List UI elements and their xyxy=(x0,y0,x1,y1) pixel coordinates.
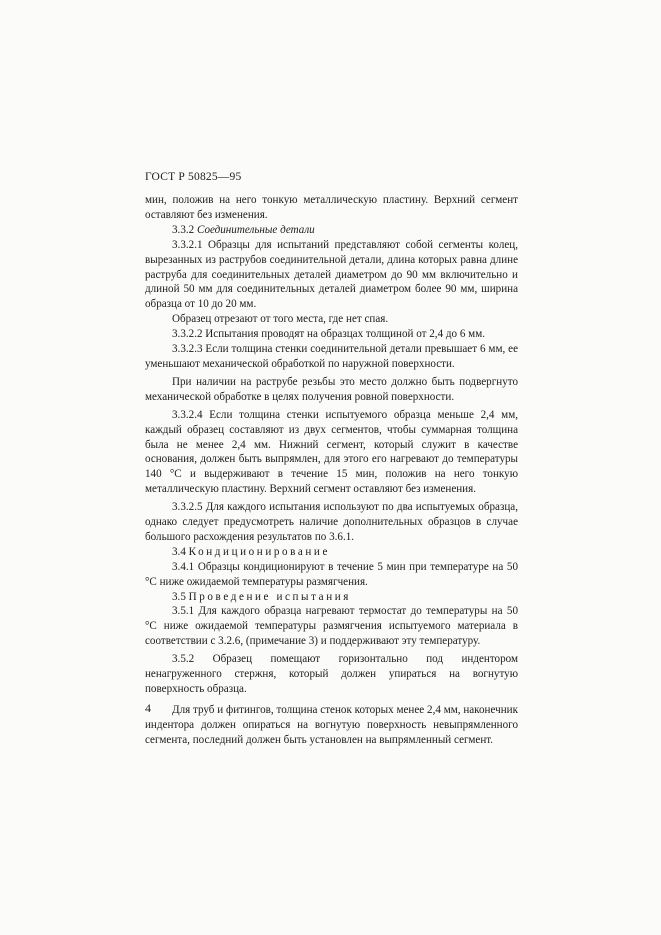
paragraph: Образец отрезают от того места, где нет спая. xyxy=(172,313,389,326)
document-body xyxy=(145,193,518,748)
paragraph: мин, положив на него тонкую металлическую пластину. Верхний сегмент оставляют без изменения. xyxy=(145,194,518,221)
section-title: Кондиционирование xyxy=(188,545,330,558)
paragraph: 3.3.2.1 Образцы для испытаний представляют собой сегменты колец, вырезанных из раструбов соединительной детали, длина которых равна длине раструба для соединительных деталей диаметром до 90 мм включительно и длиной 50 мм для соединительных деталей диаметром более 90 мм, ширина образца от 10 до 20 мм. xyxy=(145,238,518,311)
paragraph: 3.3.2.3 Если толщина стенки соединительной детали превышает 6 мм, ее уменьшают механической обработкой по наружной поверхности. xyxy=(145,343,518,370)
paragraph: 3.3.2.5 Для каждого испытания используют по два испытуемых образца, однако следует предусмотреть наличие дополнительных образцов в случае большого расхождения результатов по 3.6.1. xyxy=(145,501,518,543)
section-title: Проведение испытания xyxy=(188,590,351,603)
paragraph: 3.3.2.2 Испытания проводят на образцах толщиной от 2,4 до 6 мм. xyxy=(172,328,485,341)
section-heading xyxy=(145,223,518,238)
section-heading xyxy=(145,590,518,605)
paragraph: 3.4.1 Образцы кондиционируют в течение 5 мин при температуре на 50 °С ниже ожидаемой температуры размягчения. xyxy=(145,560,518,588)
section-number: 3.4 xyxy=(172,545,186,558)
section-title: Соединительные детали xyxy=(196,223,315,236)
page-number: 4 xyxy=(145,701,151,715)
section-number: 3.5 xyxy=(172,590,186,603)
paragraph: 3.3.2.4 Если толщина стенки испытуемого образца меньше 2,4 мм, каждый образец составляют из двух сегментов, чтобы суммарная толщина была не менее 2,4 мм. Нижний сегмент, который служит в качестве основания, должен быть выпрямлен, для этого его нагревают до температуры 140 °С и выдерживают в течение 15 мин, положив на него тонкую металлическую пластину. Верхний сегмент оставляют без изменения. xyxy=(145,408,518,496)
paragraph: 3.5.2 Образец помещают горизонтально под индентором ненагруженного стержня, который должен упираться на вогнутую поверхность образца. xyxy=(145,653,518,695)
paragraph: Для труб и фитингов, толщина стенок которых менее 2,4 мм, наконечник индентора должен опираться на вогнутую поверхность невыпрямленного сегмента, последний должен быть установлен на выпрямленный сегмент. xyxy=(145,703,518,746)
section-number: 3.3.2 xyxy=(172,223,195,236)
paragraph: При наличии на раструбе резьбы это место должно быть подвергнуто механической обработке в целях получения ровной поверхности. xyxy=(145,375,518,403)
section-heading xyxy=(145,545,518,560)
document-header: ГОСТ Р 50825—95 xyxy=(145,171,242,183)
paragraph: 3.5.1 Для каждого образца нагревают термостат до температуры на 50 °С ниже ожидаемой температуры размягчения испытуемого материала в соответствии с 3.2.6, (примечание 3) и поддерживают эту температуру. xyxy=(145,605,518,648)
